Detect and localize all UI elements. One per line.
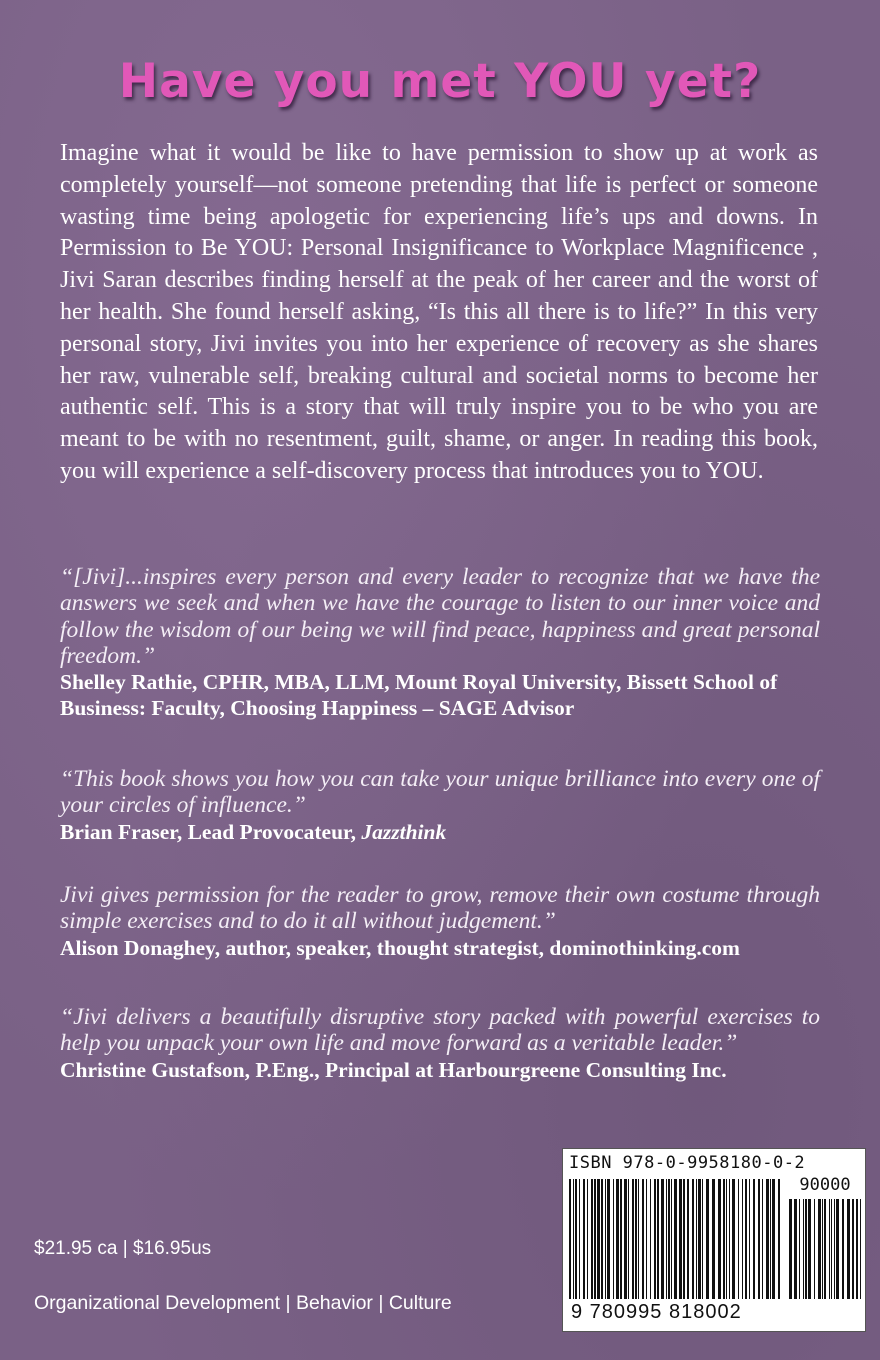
isbn-barcode — [562, 1148, 866, 1332]
cover-headline: Have you met YOU yet? — [118, 54, 762, 109]
endorsement-text: “Jivi delivers a beautifully disruptive story packed with powerful exercises to help you unpack your own life and move forward as a veritable leader.” — [60, 1004, 820, 1057]
endorsement-attribution: Shelley Rathie, CPHR, MBA, LLM, Mount Royal University, Bissett School of Business: Faculty, Choosing Happiness – SAGE Advisor — [60, 670, 778, 721]
addon-bars-icon — [789, 1199, 861, 1299]
price-label: $21.95 ca | $16.95us — [34, 1238, 212, 1259]
endorsement-text: Jivi gives permission for the reader to grow, remove their own costume through simple exercises and to do it all without judgement.” — [60, 882, 820, 935]
isbn-number: ISBN 978-0-9958180-0-2 — [569, 1153, 806, 1173]
attribution-name: Brian Fraser, Lead Provocateur, — [60, 819, 362, 844]
attribution-company: Jazzthink — [361, 819, 447, 844]
barcode-bars-icon — [569, 1179, 781, 1299]
endorsement-attribution: Christine Gustafson, P.Eng., Principal at Harbourgreene Consulting Inc. — [60, 1057, 727, 1082]
endorsement-text: “[Jivi]...inspires every person and every leader to recognize that we have the answers we seek and when we have the courage to listen to our inner voice and follow the wisdom of our being we will find peace, happiness and great personal freedom.” — [60, 564, 820, 669]
ean-digits: 9 780995 818002 — [571, 1301, 742, 1323]
endorsement-2 — [60, 766, 820, 845]
endorsement-attribution: Alison Donaghey, author, speaker, thought strategist, dominothinking.com — [60, 935, 740, 960]
category-label: Organizational Development | Behavior | Culture — [34, 1292, 452, 1314]
endorsement-1 — [60, 564, 820, 722]
endorsement-text: “This book shows you how you can take your unique brilliance into every one of your circles of influence.” — [60, 766, 820, 819]
price-addon-digits: 90000 — [799, 1175, 851, 1195]
endorsement-4 — [60, 1004, 820, 1083]
endorsement-attribution — [60, 819, 820, 845]
book-description: Imagine what it would be like to have permission to show up at work as completely yourself—not someone pretending that life is perfect or someone wasting time being apologetic for experiencing life’s ups and downs. In Permission to Be YOU: Personal Insignificance to Workplace Magnificence , Jivi Saran describes finding herself at the peak of her career and the worst of her health. She found herself asking, “Is this all there is to life?” In this very personal story, Jivi invites you into her experience of recovery as she shares her raw, vulnerable self, breaking cultural and societal norms to become her authentic self. This is a story that will truly inspire you to be who you are meant to be with no resentment, guilt, shame, or anger. In reading this book, you will experience a self-discovery process that introduces you to YOU. — [60, 140, 818, 484]
endorsement-3 — [60, 882, 820, 961]
